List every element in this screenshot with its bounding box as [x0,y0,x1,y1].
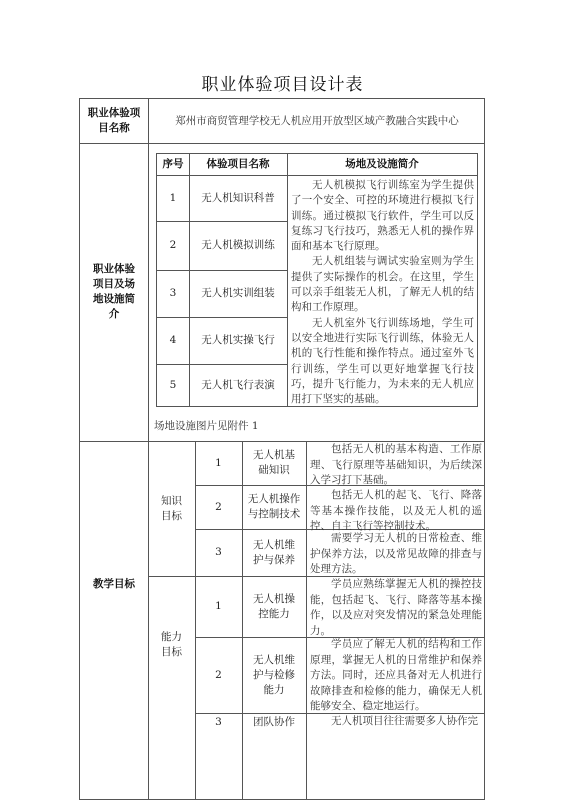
intro-paragraph: 无人机组装与调试实验室则为学生提供了实际操作的机会。在这里，学生可以亲手组装无人机，了解无人机的结构和工作原理。 [291,255,474,314]
row-item-name: 无人机模拟训练 [201,239,275,251]
goal-description: 学员应了解无人机的结构和工作原理，掌握无人机的日常维护和保养方法。同时，还应具备对无人机进行故障排查和检修的能力，确保无人机能够安全、稳定地运行。 [310,638,482,712]
col-divider [306,441,307,800]
goal-name: 无人机基础知识 [253,449,295,476]
goal-description: 包括无人机的基本构造、工作原理、飞行原理等基础知识，为后续深入学习打下基础。 [310,443,482,486]
row-item-name: 无人机实训组装 [201,287,275,299]
knowledge-goals-label: 知识目标 [161,494,182,522]
page-title: 职业体验项目设计表 [201,75,364,95]
goal-no: 2 [215,668,222,681]
row-item-name: 无人机实操飞行 [201,334,275,346]
goal-description: 包括无人机的起飞、飞行、降落等基本操作技能，以及无人机的遥控、自主飞行等控制技术。 [310,489,482,532]
row-no: 3 [169,287,177,299]
goal-no: 3 [215,546,222,558]
header-item-name: 体验项目名称 [206,158,270,170]
row-item-name: 无人机飞行表演 [201,378,275,391]
goal-no: 1 [215,456,222,469]
goal-description: 需要学习无人机的日常检查、维护保养方法，以及常见故障的排查与处理方法。 [310,532,482,575]
row-no: 2 [169,239,177,251]
goals-label: 教学目标 [93,577,135,590]
row-no: 5 [169,378,177,391]
goal-name: 无人机维护与保养 [253,538,295,566]
project-name-label: 职业体验项目名称 [87,107,141,134]
header-no: 序号 [162,158,184,170]
goal-no: 2 [215,500,222,513]
goal-no: 3 [215,715,222,728]
facilities-inner-table [156,153,478,407]
intro-paragraph: 无人机模拟飞行训练室为学生提供了一个安全、可控的环境进行模拟飞行训练。通过模拟飞行软件，学生可以反复练习飞行技巧，熟悉无人机的操作界面和基本飞行原理。 [291,179,474,253]
design-table [79,98,485,800]
goal-name: 无人机维护与检修能力 [253,653,295,696]
ability-goals-label: 能力目标 [161,630,182,658]
goal-name: 团队协作 [253,715,295,728]
project-name-value: 郑州市商贸管理学校无人机应用开放型区域产教融合实践中心 [175,114,459,127]
facilities-label: 职业体验项目及场地设施简介 [93,263,135,320]
intro-paragraph: 无人机室外飞行训练场地，学生可以安全地进行实际飞行训练，体验无人机的飞行性能和操作特点。通过室外飞行训练，学生可以更好地掌握飞行技巧，提升飞行能力，为未来的无人机应用打下坚实的基础。 [291,316,474,406]
facilities-note: 场地设施图片见附件 1 [154,419,259,432]
row-item-name: 无人机知识科普 [201,191,275,204]
goal-no: 1 [215,600,222,612]
row-no: 4 [169,334,177,346]
goal-description: 学员应熟练掌握无人机的操控技能，包括起飞、飞行、降落等基本操作，以及应对突发情况的紧急处理能力。 [310,578,482,637]
goal-name: 无人机操作与控制技术 [247,493,301,520]
col-divider [287,154,288,406]
goal-description: 无人机项目往往需要多人协作完 [331,715,478,727]
facilities-intro [291,178,474,404]
header-intro: 场地及设施简介 [345,158,419,170]
goal-name: 无人机操控能力 [253,592,295,620]
row-no: 1 [169,191,177,204]
